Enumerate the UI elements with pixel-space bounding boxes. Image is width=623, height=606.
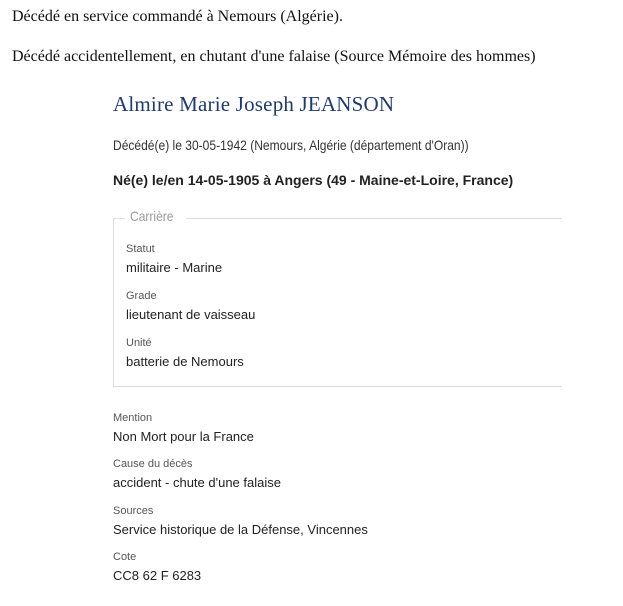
intro-line-service: Décédé en service commandé à Nemours (Algérie). [12, 8, 343, 25]
field-value: CC8 62 F 6283 [113, 568, 202, 583]
death-info: Décédé(e) le 30-05-1942 (Nemours, Algérie (département d'Oran)) [113, 137, 469, 153]
field-value: militaire - Marine [126, 260, 223, 275]
field-cote [113, 551, 201, 583]
intro-line-accident: Décédé accidentellement, en chutant d'une falaise (Source Mémoire des hommes) [12, 48, 536, 65]
field-sources [113, 505, 368, 537]
field-value: accident - chute d'une falaise [113, 475, 281, 490]
field-value: Service historique de la Défense, Vincennes [113, 522, 368, 537]
career-title: Carrière [130, 208, 174, 224]
field-value: Non Mort pour la France [113, 429, 254, 444]
field-label: Unité [126, 337, 152, 349]
field-statut [126, 243, 222, 275]
field-label: Cote [113, 551, 137, 563]
birth-info: Né(e) le/en 14-05-1905 à Angers (49 - Maine-et-Loire, France) [113, 172, 514, 188]
person-name: Almire Marie Joseph JEANSON [113, 92, 395, 116]
field-label: Mention [113, 412, 153, 424]
field-label: Statut [126, 243, 155, 255]
career-border [186, 218, 562, 219]
field-value: batterie de Nemours [126, 354, 244, 369]
field-grade [126, 290, 255, 322]
field-label: Sources [113, 505, 154, 517]
career-section [113, 208, 562, 387]
field-value: lieutenant de vaisseau [126, 307, 256, 322]
career-border [114, 218, 125, 219]
field-label: Grade [126, 290, 157, 302]
field-label: Cause du décès [113, 458, 193, 470]
field-mention [113, 412, 254, 444]
field-cause-deces [113, 458, 281, 490]
field-unite [126, 337, 244, 369]
